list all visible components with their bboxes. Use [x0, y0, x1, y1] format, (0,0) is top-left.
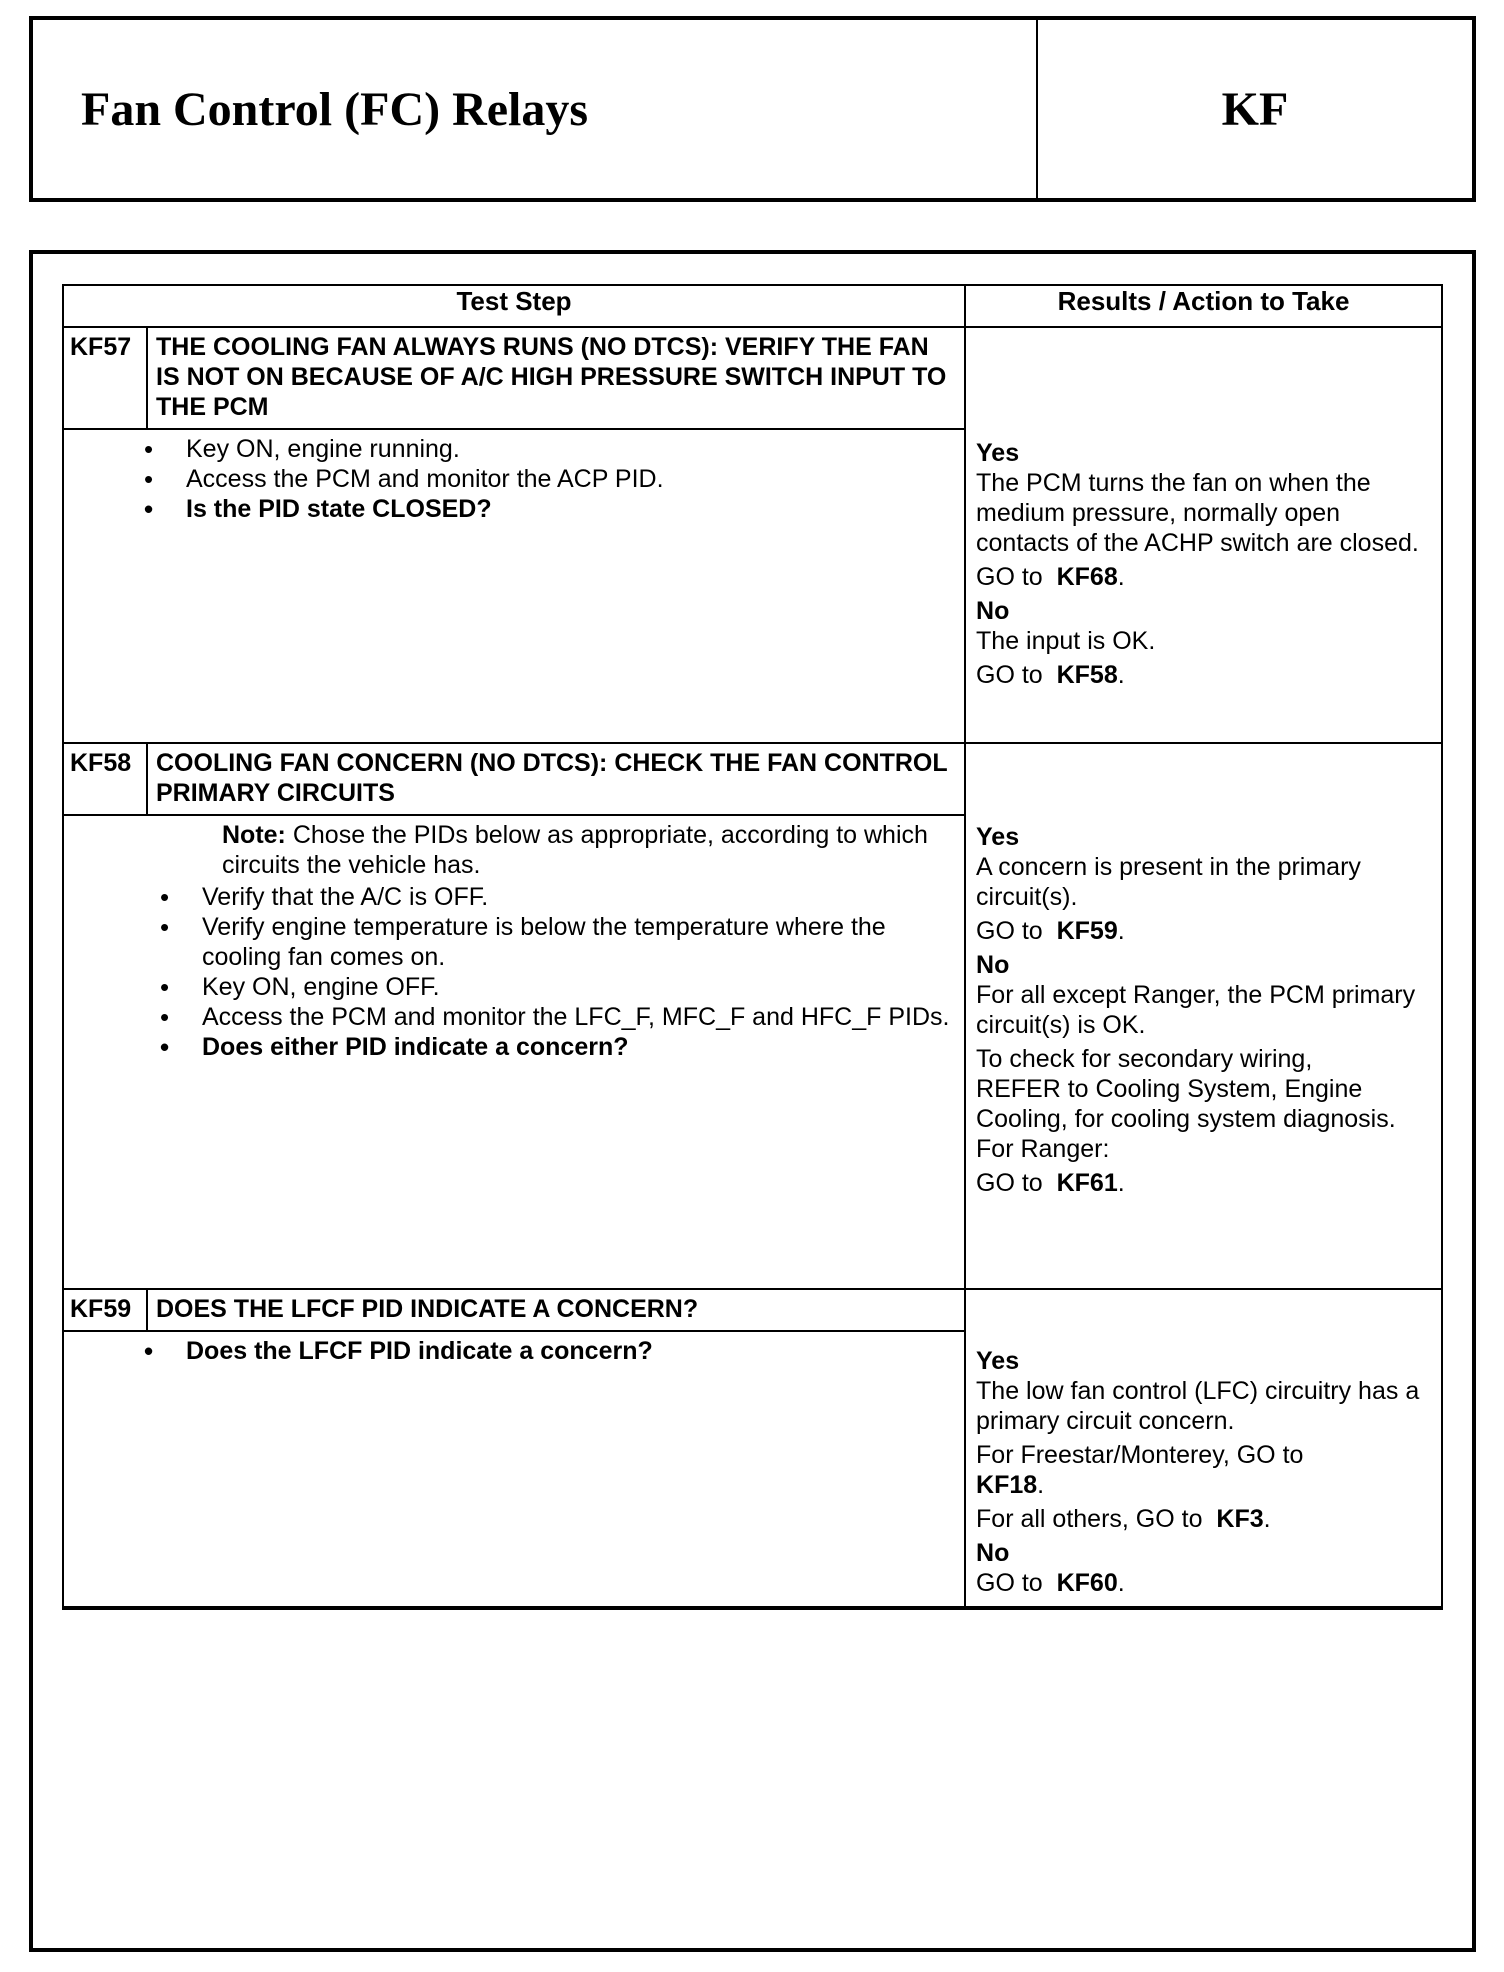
result-no-text: REFER to Cooling System, Engine Cooling, for cooling system diagnosis. For Ranger:	[976, 1075, 1396, 1163]
result-yes-text: The PCM turns the fan on when the medium pressure, normally open contacts of the ACHP switch are closed.	[976, 469, 1419, 557]
step-title-row-kf57	[63, 327, 1442, 429]
page-title: Fan Control (FC) Relays	[81, 82, 589, 136]
result-yes-goto: GO to KF68.	[976, 563, 1125, 591]
goto-prefix: GO to	[976, 1569, 1043, 1597]
bullet-item: • Key ON, engine running.	[144, 434, 956, 464]
goto-ref-link[interactable]: KF58	[1056, 661, 1118, 689]
step-body	[63, 1331, 965, 1608]
step-title: THE COOLING FAN ALWAYS RUNS (NO DTCS): VERIFY THE FAN IS NOT ON BECAUSE OF A/C HIGH PRESSURE SWITCH INPUT TO THE PCM	[147, 327, 965, 429]
step-results-kf57	[965, 327, 1442, 743]
result-no-goto: GO to KF58.	[976, 661, 1125, 689]
goto-ref-link[interactable]: KF60	[1056, 1569, 1118, 1597]
bullet-item: • Verify engine temperature is below the temperature where the cooling fan comes on.	[160, 912, 956, 972]
step-results-kf58	[965, 743, 1442, 1289]
column-header-results: Results / Action to Take	[965, 285, 1442, 327]
goto-prefix: GO to	[976, 661, 1043, 689]
result-no-goto: GO to KF60.	[976, 1569, 1125, 1597]
page-header	[29, 16, 1476, 202]
note-text: Chose the PIDs below as appropriate, according to which circuits the vehicle has.	[222, 821, 928, 879]
step-id: KF57	[63, 327, 147, 429]
step-id: KF58	[63, 743, 147, 815]
test-step-table	[62, 284, 1443, 1610]
goto-ref-link[interactable]: KF18	[976, 1471, 1038, 1499]
result-no-label: No	[976, 1539, 1010, 1567]
result-yes-label: Yes	[976, 1347, 1020, 1375]
step-note	[222, 820, 956, 880]
section-code-cell	[1038, 20, 1472, 198]
bullet-item: • Key ON, engine OFF.	[160, 972, 956, 1002]
bullet-item-question: • Is the PID state CLOSED?	[144, 494, 956, 524]
step-title: COOLING FAN CONCERN (NO DTCS): CHECK THE FAN CONTROL PRIMARY CIRCUITS	[147, 743, 965, 815]
result-yes-text: A concern is present in the primary circuit(s).	[976, 853, 1361, 911]
result-no-goto: GO to KF61.	[976, 1169, 1125, 1197]
step-bullets	[160, 882, 956, 1062]
bullet-item: • Verify that the A/C is OFF.	[160, 882, 956, 912]
step-bullets	[144, 1336, 956, 1366]
goto-ref-link[interactable]: KF68	[1056, 563, 1118, 591]
column-header-test-step: Test Step	[63, 285, 965, 327]
bullet-item: • Access the PCM and monitor the ACP PID.	[144, 464, 956, 494]
bullet-item-question: • Does the LFCF PID indicate a concern?	[144, 1336, 956, 1366]
goto-prefix: GO to	[976, 563, 1043, 591]
section-code: KF	[1221, 82, 1289, 136]
step-bullets	[144, 434, 956, 524]
result-yes-goto: GO to KF59.	[976, 917, 1125, 945]
step-body	[63, 815, 965, 1289]
result-no-label: No	[976, 597, 1010, 625]
goto-ref-link[interactable]: KF59	[1056, 917, 1118, 945]
goto-prefix: GO to	[976, 1169, 1043, 1197]
result-no-label: No	[976, 951, 1010, 979]
title-cell	[33, 20, 1038, 198]
goto-prefix: For Freestar/Monterey, GO to	[976, 1441, 1304, 1469]
result-no-text: For all except Ranger, the PCM primary circuit(s) is OK.	[976, 981, 1416, 1039]
result-no-text: The input is OK.	[976, 627, 1156, 655]
result-yes-alt-goto: For Freestar/Monterey, GO to KF18.	[976, 1441, 1304, 1499]
result-no-text: To check for secondary wiring,	[976, 1045, 1313, 1073]
result-yes-label: Yes	[976, 439, 1020, 467]
goto-ref-link[interactable]: KF61	[1056, 1169, 1118, 1197]
bullet-item: • Access the PCM and monitor the LFC_F, MFC_F and HFC_F PIDs.	[160, 1002, 956, 1032]
note-label: Note:	[222, 821, 286, 849]
goto-prefix: For all others, GO to	[976, 1505, 1203, 1533]
result-yes-label: Yes	[976, 823, 1020, 851]
step-body	[63, 429, 965, 743]
step-title-row-kf58	[63, 743, 1442, 815]
table-header-row	[63, 285, 1442, 327]
step-title-row-kf59	[63, 1289, 1442, 1331]
step-id: KF59	[63, 1289, 147, 1331]
result-yes-text: The low fan control (LFC) circuitry has a primary circuit concern.	[976, 1377, 1420, 1435]
goto-prefix: GO to	[976, 917, 1043, 945]
step-results-kf59	[965, 1289, 1442, 1608]
goto-ref-link[interactable]: KF3	[1216, 1505, 1264, 1533]
result-yes-goto: For all others, GO to KF3.	[976, 1505, 1271, 1533]
step-title: DOES THE LFCF PID INDICATE A CONCERN?	[147, 1289, 965, 1331]
bullet-item-question: • Does either PID indicate a concern?	[160, 1032, 956, 1062]
